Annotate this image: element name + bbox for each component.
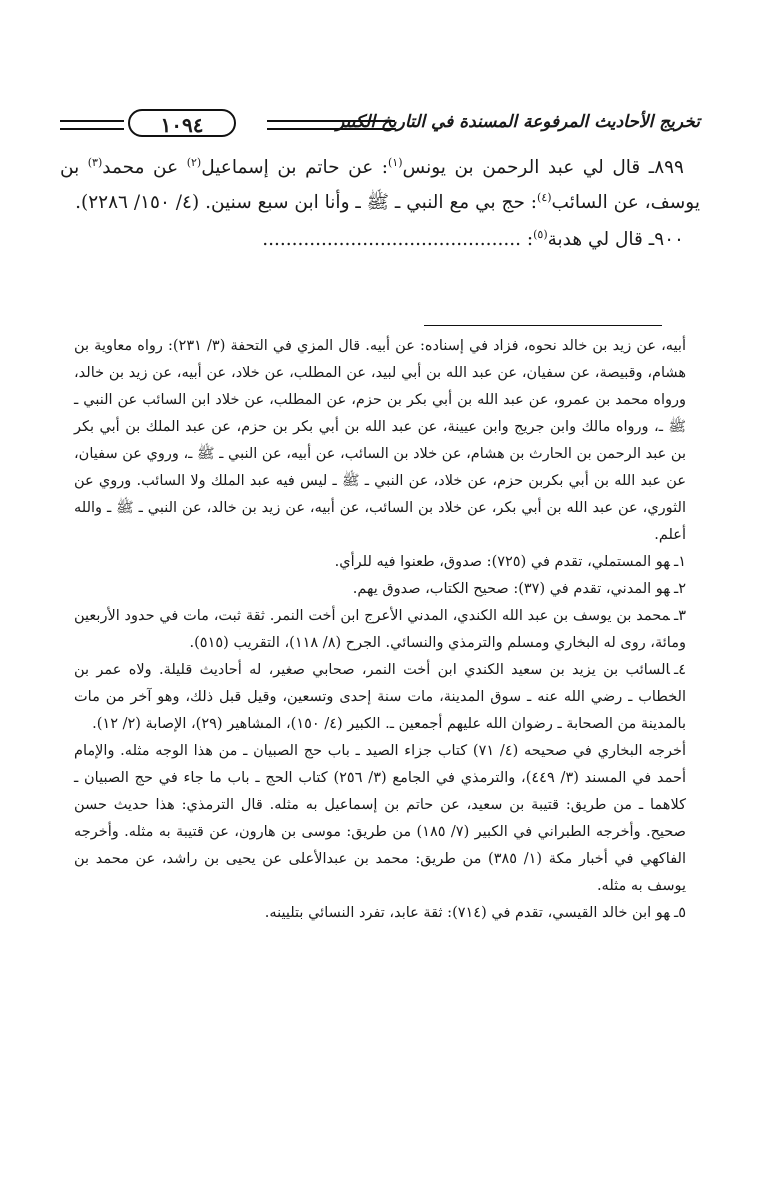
book-title: تخريج الأحاديث المرفوعة المسندة في التاريخ الكبير — [336, 112, 700, 132]
footnote-ref: (٢) — [186, 155, 202, 169]
footnote-ref: (١) — [387, 155, 403, 169]
footnotes — [74, 333, 686, 927]
footnote-ref: (٣) — [87, 155, 103, 169]
footnote-3: ٣ـمحمد بن يوسف بن عبد الله الكندي، المدني الأعرج ابن أخت النمر. ثقة ثبت، مات في حدود الأربعين ومائة، روى له البخاري ومسلم والترمذي والنسائي. الجرح (٨/ ١١٨)، التقريب (٥١٥). — [74, 608, 686, 651]
footnote-ref: (٥) — [533, 227, 548, 241]
footnote-ref: (٤) — [537, 190, 552, 204]
main-text — [60, 150, 700, 257]
header-rule — [267, 120, 395, 130]
running-header — [60, 108, 700, 144]
hadith-900: ٩٠٠ـ قال لي هدبة$^{(٥)}$: ............................................ — [262, 227, 684, 250]
footnote-1: ١ـهو المستملي، تقدم في (٧٢٥): صدوق، طعنوا فيه للرأي. — [334, 554, 686, 570]
footnote-5: ٥ـهو ابن خالد القيسي، تقدم في (٧١٤): ثقة عابد، تفرد النسائي بتليينه. — [264, 905, 686, 921]
footnote-separator — [424, 325, 662, 326]
header-rule — [60, 120, 124, 130]
footnote-4: ٤ـالسائب بن يزيد بن سعيد الكندي ابن أخت النمر، صحابي صغير، له أحاديث قليلة. ولاه عمر بن الخطاب ـ رضي الله عنه ـ سوق المدينة، مات سنة إحدى وتسعين، وقيل قبل ذلك، وهو آخر من مات بالمدينة من الصحابة ـ رضوان الله عليهم أجمعين ـ. الكبير (٤/ ١٥٠)، المشاهير (٢٩)، الإصابة (٢/ ١٢). — [74, 662, 686, 732]
takhrij-paragraph: أخرجه البخاري في صحيحه (٤/ ٧١) كتاب جزاء الصيد ـ باب حج الصبيان ـ من هذا الوجه مثله. والإمام أحمد في المسند (٣/ ٤٤٩)، والترمذي في الجامع (٣/ ٢٥٦) كتاب الحج ـ باب ما جاء في حج الصبيان ـ كلاهما ـ من طريق: قتيبة بن سعيد، عن حاتم بن إسماعيل به مثله. قال الترمذي: هذا حديث حسن صحيح. وأخرجه الطبراني في الكبير (٧/ ١٨٥) من طريق: موسى بن هارون، عن قتيبة به مثله. وأخرجه الفاكهي في أخبار مكة (١/ ٣٨٥) من طريق: محمد بن عبدالأعلى عن يحيى بن راشد، عن محمد بن يوسف به مثله. — [74, 743, 686, 894]
page-number: ١٠٩٤ — [128, 109, 236, 137]
hadith-899: ٨٩٩ـ قال لي عبد الرحمن بن يونس$^{(١)}$: عن حاتم بن إسماعيل$^{(٢)}$ عن محمد$^{(٣)}$ بن يوسف، عن السائب$^{(٤)}$: حج بي مع النبي ـ ﷺ ـ وأنا ابن سبع سنين. (٤/ ١٥٠/ ٢٢٨٦). — [60, 155, 700, 213]
footnote-continuation: أبيه، عن زيد بن خالد نحوه، فزاد في إسناده: عن أبيه. قال المزي في التحفة (٣/ ٢٣١): رواه معاوية بن هشام، وقبيصة، عن سفيان، عن عبد الله بن أبي لبيد، عن المطلب، عن خلاد، عن أبيه، عن زيد بن خالد، ورواه محمد بن عمرو، عن عبد الله بن أبي بكر بن حزم، عن المطلب، عن خلاد ابن السائب عن النبي ـ ﷺ ـ، ورواه مالك وابن جريج وابن عيينة، عن عبد الله بن أبي بكر بن حزم، عن عبد الملك بن أبي بكر بن عبد الرحمن بن الحارث بن هشام، عن خلاد بن السائب، عن أبيه، عن النبي ـ ﷺ ـ، وروي عن سفيان، عن عبد الله بن أبي بكربن حزم، عن خلاد، عن النبي ـ ﷺ ـ ليس فيه عبد الملك ولا السائب. وروي عن الثوري، عن عبد الله بن أبي بكر، عن خلاد بن السائب، عن أبيه، عن زيد بن خالد، عن النبي ـ ﷺ ـ والله أعلم. — [74, 338, 686, 543]
footnote-2: ٢ـهو المدني، تقدم في (٣٧): صحيح الكتاب، صدوق يهم. — [352, 581, 686, 597]
